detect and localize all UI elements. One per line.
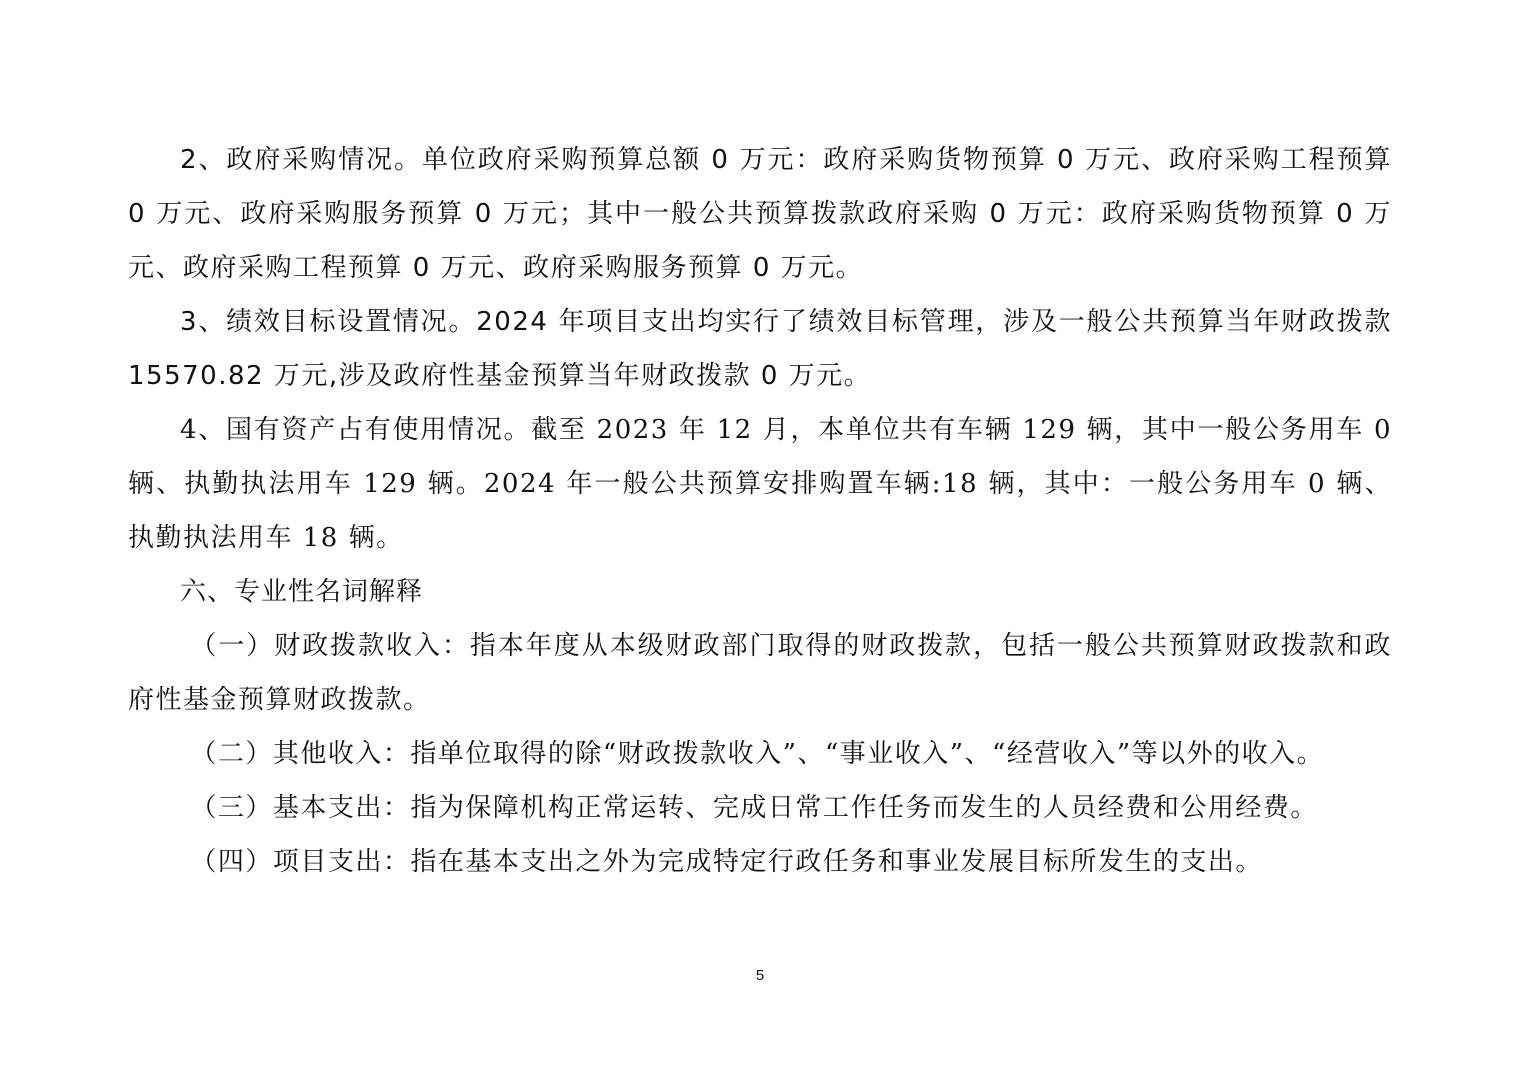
definition-basic-expenditure: （三）基本支出：指为保障机构正常运转、完成日常工作任务而发生的人员经费和公用经费。 <box>190 793 1318 823</box>
page-number: 5 <box>755 967 765 984</box>
paragraph-state-assets: 4、国有资产占有使用情况。截至 2023 年 12 月，本单位共有车辆 129 辆，其中一般公务用车 0 辆、执勤执法用车 129 辆。2024 年一般公共预算安排购置车辆:18 辆，其中：一般公务用车 0 辆、执勤执法用车 18 辆。 <box>128 415 1392 553</box>
section-heading-terms: 六、专业性名词解释 <box>180 577 424 607</box>
paragraph-government-procurement: 2、政府采购情况。单位政府采购预算总额 0 万元：政府采购货物预算 0 万元、政府采购工程预算 0 万元、政府采购服务预算 0 万元；其中一般公共预算拨款政府采购 0 万元：政府采购货物预算 0 万元、政府采购工程预算 0 万元、政府采购服务预算 0 万元。 <box>128 145 1392 283</box>
definition-other-income: （二）其他收入：指单位取得的除“财政拨款收入”、“事业收入”、“经营收入”等以外的收入。 <box>190 739 1325 769</box>
document-body <box>128 133 1392 889</box>
definition-project-expenditure: （四）项目支出：指在基本支出之外为完成特定行政任务和事业发展目标所发生的支出。 <box>190 847 1263 877</box>
paragraph-performance-targets: 3、绩效目标设置情况。2024 年项目支出均实行了绩效目标管理，涉及一般公共预算当年财政拨款 15570.82 万元,涉及政府性基金预算当年财政拨款 0 万元。 <box>128 307 1392 391</box>
definition-fiscal-appropriation-income: （一）财政拨款收入：指本年度从本级财政部门取得的财政拨款，包括一般公共预算财政拨款和政府性基金预算财政拨款。 <box>128 631 1392 715</box>
